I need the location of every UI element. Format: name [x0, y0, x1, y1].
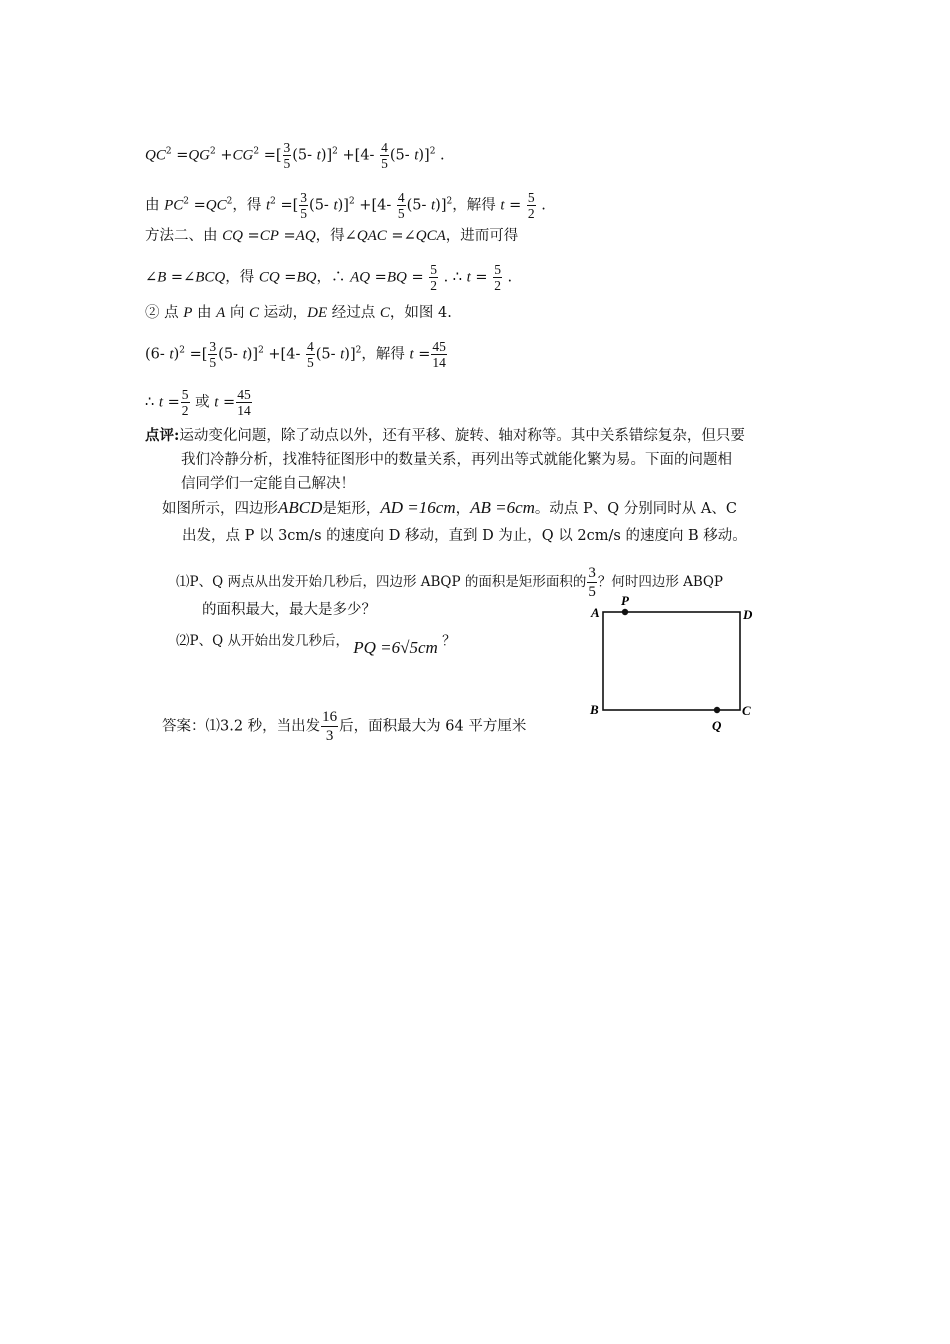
comment-paragraph [145, 424, 815, 496]
equation-pc-qc: 由 $PC^2 =QC^2$，得 $t^2$ =[ $\frac{3}{5}$ (5- t)]$^2$ +[4- $\frac{4}{5}$ (5- t)]$^2$，解得 t = $\frac{5}{2}$ . [145, 190, 546, 221]
answer-fraction [321, 708, 338, 745]
point-p-dot [622, 609, 628, 615]
label-d: D [743, 607, 753, 622]
question-2-line [176, 630, 456, 657]
q1-frac-den: 5 [588, 584, 596, 600]
rectangle-figure [585, 592, 760, 740]
comment-text-3: 信同学们一定能自己解决！ [181, 476, 355, 492]
rectangle-abcd [603, 612, 740, 710]
q2-equation: PQ =6√5cm [353, 638, 438, 657]
answer-label: 答案：⑴ [162, 718, 220, 735]
label-p: P [621, 593, 629, 608]
problem-sep: ， [455, 501, 471, 517]
label-q: Q [712, 718, 722, 733]
comment-text-1: 运动变化问题，除了动点以外，还有平移、旋转、轴对称等。其中关系错综复杂，但只要 [179, 428, 745, 444]
equation-qc-squared: $QC^2 =QG^2 +CG^2$ =[ $\frac{3}{5}$ (5- t)]$^2$ +[4- $\frac{4}{5}$ (5- t)]$^2$ . [145, 140, 445, 171]
answer-frac-num: 16 [322, 709, 338, 725]
method-two-line: 方法二、由 CQ =CP =AQ，得∠QAC =∠QCA，进而可得 [145, 228, 519, 244]
q2-text-b: ？ [442, 633, 456, 649]
equation-six-minus-t: (6- t)$^2$ =[ $\frac{3}{5}$ (5- t)]$^2$ +[4- $\frac{4}{5}$ (5- t)]$^2$，解得 t = $\frac{45}{14}$ [145, 339, 446, 370]
problem-text-c: 。动点 P、Q 分别同时从 A、C [534, 501, 737, 517]
label-b: B [590, 702, 599, 717]
question-1-line-2: 的面积最大，最大是多少？ [202, 602, 376, 618]
comment-text-2: 我们冷静分析，找准特征图形中的数量关系，再列出等式就能化繁为易。下面的问题相 [181, 452, 732, 468]
problem-line-1 [162, 498, 737, 519]
comment-label: 点评: [145, 427, 180, 444]
point-q-dot [714, 707, 720, 713]
angle-equation-line: ∠B =∠BCQ，得 CQ =BQ，∴ AQ =BQ = $\frac{5}{2}$ . ∴ t = $\frac{5}{2}$ . [145, 262, 513, 293]
answer-line [162, 708, 558, 745]
q1-text-b: ？何时四边形 ABQP [597, 574, 723, 590]
q1-frac-num: 3 [588, 565, 596, 581]
answer-text-b: 后，面积最大为 64 平方厘米 [339, 718, 527, 735]
ad-length: AD =16cm [380, 498, 456, 517]
label-a: A [591, 605, 600, 620]
problem-line-2: 出发，点 P 以 3cm/s 的速度向 D 移动，直到 D 为止，Q 以 2cm/s 的速度向 B 移动。 [182, 528, 747, 544]
q2-text-a: ⑵P、Q 从开始出发几秒后， [176, 633, 349, 649]
q1-text-a: ⑴P、Q 两点从出发开始几秒后，四边形 ABQP 的面积是矩形面积的 [176, 574, 587, 590]
label-c: C [742, 703, 751, 718]
case-two-line: ② 点 P 由 A 向 C 运动，DE 经过点 C，如图 4. [145, 305, 452, 321]
answer-frac-den: 3 [325, 728, 334, 744]
ab-length: AB =6cm [470, 498, 535, 517]
conclusion-line: ∴ t = $\frac{5}{2}$ 或 t = $\frac{45}{14}$ [145, 387, 251, 418]
problem-text-a: 如图所示，四边形 [162, 501, 278, 517]
quad-abcd: ABCD [278, 498, 323, 517]
problem-text-b: 是矩形， [322, 501, 381, 517]
answer-text-a: 3.2 秒，当出发 [220, 718, 321, 735]
